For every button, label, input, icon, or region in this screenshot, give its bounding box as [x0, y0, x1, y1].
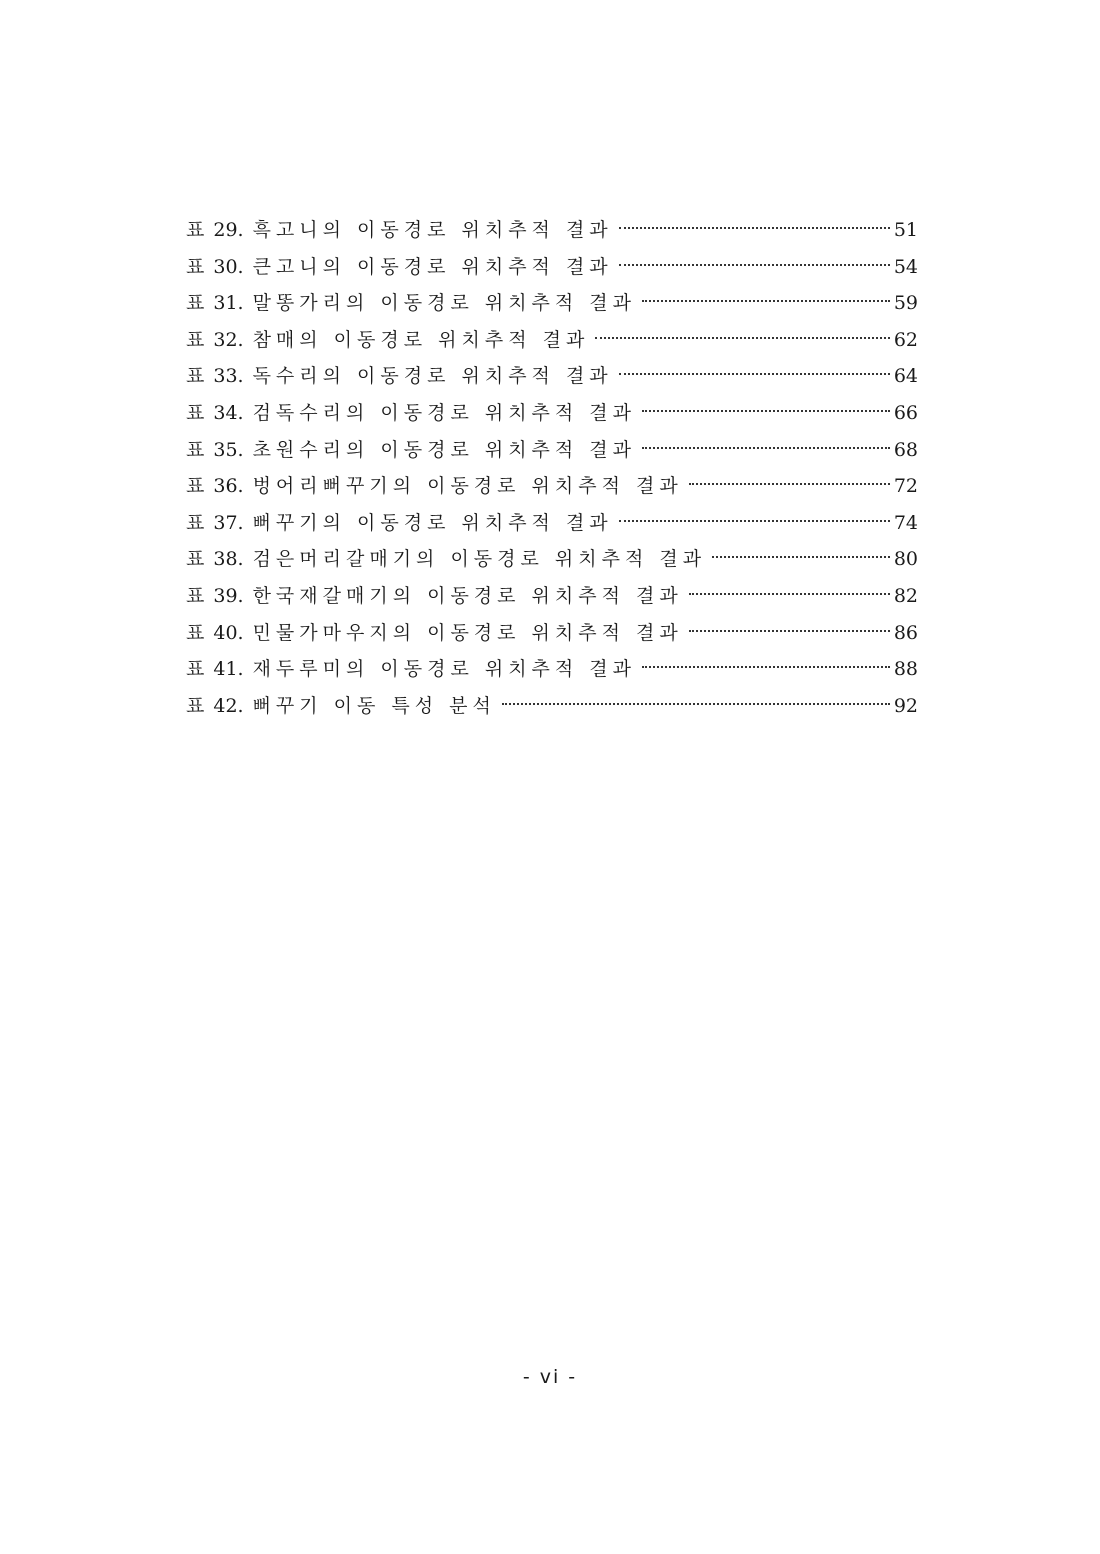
toc-entry-page: 92	[893, 694, 918, 717]
toc-entry[interactable]	[186, 249, 918, 286]
toc-prefix: 표	[186, 548, 205, 571]
toc-entry[interactable]	[186, 358, 918, 395]
toc-entry[interactable]	[186, 541, 918, 578]
dot-leader	[642, 300, 890, 302]
toc-entry-page: 82	[893, 584, 918, 607]
toc-prefix: 표	[186, 475, 205, 498]
toc-entry-title: 한국재갈매기의 이동경로 위치추적 결과	[252, 584, 683, 607]
dot-leader	[502, 703, 890, 705]
toc-entry[interactable]	[186, 688, 918, 725]
toc-entry[interactable]	[186, 505, 918, 542]
toc-entry-number: 41.	[213, 658, 244, 681]
toc-entry-page: 54	[893, 255, 918, 278]
toc-entry-number: 35.	[213, 438, 244, 461]
toc-entry-page: 88	[893, 658, 918, 681]
toc-entry-number: 32.	[213, 328, 244, 351]
toc-entry-title: 민물가마우지의 이동경로 위치추적 결과	[252, 621, 683, 644]
toc-entry-page: 80	[893, 548, 918, 571]
toc-entry-title: 흑고니의 이동경로 위치추적 결과	[252, 219, 613, 241]
toc-entry[interactable]	[186, 432, 918, 469]
toc-prefix: 표	[186, 621, 205, 644]
toc-entry-page: 68	[893, 438, 918, 461]
toc-entry[interactable]	[186, 395, 918, 432]
dot-leader	[642, 447, 890, 449]
toc-entry-number: 29.	[213, 219, 244, 241]
toc-entry-number: 36.	[213, 475, 244, 498]
toc-entry-number: 30.	[213, 255, 244, 278]
toc-entry[interactable]	[186, 322, 918, 359]
dot-leader	[619, 227, 890, 229]
toc-prefix: 표	[186, 511, 205, 534]
toc-prefix: 표	[186, 219, 205, 241]
toc-entry[interactable]	[186, 615, 918, 652]
toc-entry-title: 독수리의 이동경로 위치추적 결과	[252, 365, 613, 388]
toc-entry-title: 벙어리뻐꾸기의 이동경로 위치추적 결과	[252, 475, 683, 498]
dot-leader	[619, 520, 890, 522]
toc-entry-title: 큰고니의 이동경로 위치추적 결과	[252, 255, 613, 278]
dot-leader	[619, 264, 890, 266]
dot-leader	[642, 666, 890, 668]
toc-entry-page: 64	[893, 365, 918, 388]
dot-leader	[642, 410, 890, 412]
toc-entry-number: 37.	[213, 511, 244, 534]
toc-entry-title: 뻐꾸기 이동 특성 분석	[252, 694, 496, 717]
toc-entry-title: 검은머리갈매기의 이동경로 위치추적 결과	[252, 548, 707, 571]
toc-entry-page: 86	[893, 621, 918, 644]
toc-entry[interactable]	[186, 651, 918, 688]
toc-entry-page: 66	[893, 401, 918, 424]
toc-prefix: 표	[186, 328, 205, 351]
toc-prefix: 표	[186, 365, 205, 388]
toc-entry-title: 초원수리의 이동경로 위치추적 결과	[252, 438, 637, 461]
toc-entry-page: 59	[893, 292, 918, 315]
toc-entry-title: 재두루미의 이동경로 위치추적 결과	[252, 658, 637, 681]
dot-leader	[712, 556, 890, 558]
toc-entry-number: 39.	[213, 584, 244, 607]
toc-entry[interactable]	[186, 285, 918, 322]
dot-leader	[595, 337, 890, 339]
toc-prefix: 표	[186, 658, 205, 681]
toc-entry[interactable]	[186, 578, 918, 615]
toc-entry-title: 뻐꾸기의 이동경로 위치추적 결과	[252, 511, 613, 534]
dot-leader	[689, 630, 890, 632]
toc-entry-number: 31.	[213, 292, 244, 315]
table-of-tables	[186, 212, 918, 724]
toc-prefix: 표	[186, 401, 205, 424]
toc-prefix: 표	[186, 292, 205, 315]
toc-entry-title: 말똥가리의 이동경로 위치추적 결과	[252, 292, 637, 315]
toc-prefix: 표	[186, 584, 205, 607]
toc-entry-page: 62	[893, 328, 918, 351]
toc-prefix: 표	[186, 438, 205, 461]
toc-entry-number: 42.	[213, 694, 244, 717]
toc-entry-number: 34.	[213, 401, 244, 424]
page-number: - vi -	[522, 1366, 578, 1388]
dot-leader	[689, 593, 890, 595]
toc-entry-number: 33.	[213, 365, 244, 388]
toc-entry-page: 51	[893, 219, 918, 241]
toc-entry-page: 72	[893, 475, 918, 498]
toc-entry-title: 참매의 이동경로 위치추적 결과	[252, 328, 590, 351]
toc-prefix: 표	[186, 255, 205, 278]
toc-entry-number: 38.	[213, 548, 244, 571]
toc-entry[interactable]	[186, 212, 918, 249]
dot-leader	[619, 373, 890, 375]
toc-entry-number: 40.	[213, 621, 244, 644]
dot-leader	[689, 483, 890, 485]
toc-prefix: 표	[186, 694, 205, 717]
toc-entry-title: 검독수리의 이동경로 위치추적 결과	[252, 401, 637, 424]
toc-entry-page: 74	[893, 511, 918, 534]
toc-entry[interactable]	[186, 468, 918, 505]
